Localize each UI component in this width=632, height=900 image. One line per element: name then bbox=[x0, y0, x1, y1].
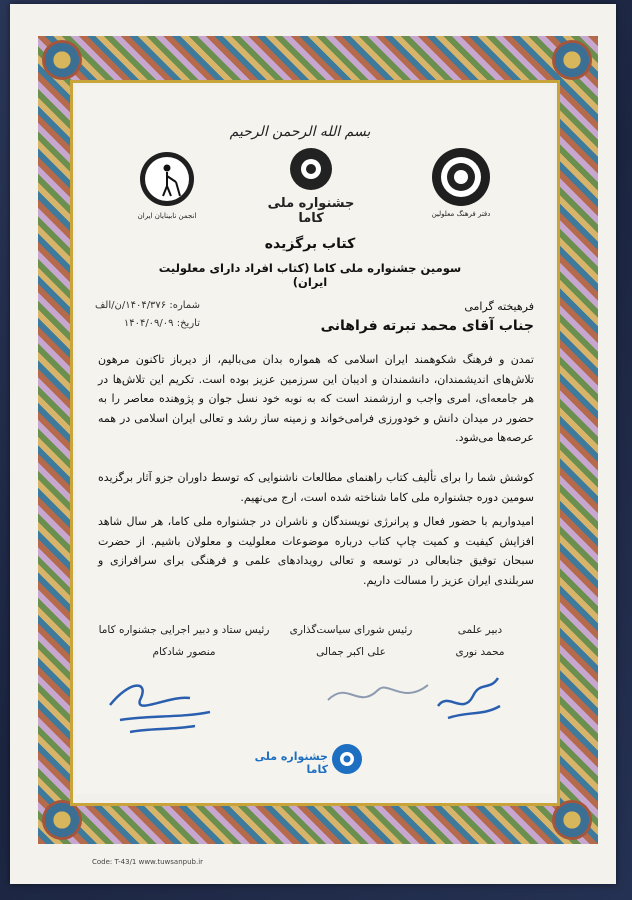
right-logo-caption: دفتر فرهنگ معلولین bbox=[431, 210, 491, 218]
signature-2 bbox=[318, 670, 438, 720]
signatory-title-2: رئیس شورای سیاست‌گذاری bbox=[289, 624, 413, 636]
footer-code: Code: T-43/1 www.tuwsanpub.ir bbox=[92, 858, 204, 866]
corner-ornament bbox=[552, 40, 592, 80]
signatory-title-1: رئیس ستاد و دبیر اجرایی جشنواره کاما bbox=[98, 624, 270, 636]
culture-office-logo bbox=[432, 148, 490, 206]
bismillah: بسم الله الرحمن الرحیم bbox=[229, 124, 371, 140]
signatory-title-3: دبیر علمی bbox=[457, 624, 503, 636]
signatory-name-2: علی اکبر جمالی bbox=[316, 646, 386, 658]
kama-drop-icon bbox=[332, 744, 362, 774]
signatory-name-1: منصور شادکام bbox=[152, 646, 216, 658]
signature-3 bbox=[428, 666, 508, 726]
blind-association-logo bbox=[140, 152, 194, 206]
recipient-name: جناب آقای محمد تبرته فراهانی bbox=[320, 318, 534, 334]
kama-drop-icon bbox=[290, 148, 332, 190]
center-logo-caption: جشنواره ملی کاما bbox=[267, 196, 355, 226]
salutation: فرهیخته گرامی bbox=[464, 300, 534, 313]
certificate-subtitle: سومین جشنواره ملی کاما (کتاب افراد دارای معلولیت ایران) bbox=[158, 261, 462, 289]
footer-kama-logo bbox=[332, 744, 362, 774]
footer-logo-text: جشنواره ملی کاما bbox=[254, 750, 328, 776]
corner-ornament bbox=[42, 40, 82, 80]
corner-ornament bbox=[552, 800, 592, 840]
signature-1 bbox=[100, 660, 220, 740]
emblem-icon bbox=[432, 148, 490, 206]
paragraph-recognition: کوشش شما را برای تألیف کتاب راهنمای مطالعات ناشنوایی که توسط داوران جزو آثار برگزیده سومین دوره جشنواره ملی کاما شناخته شده است، ارج می‌نهیم. bbox=[98, 471, 534, 504]
left-logo-caption: انجمن نابینایان ایران bbox=[137, 212, 197, 220]
paragraph-intro: تمدن و فرهنگ شکوهمند ایران اسلامی که همواره بدان می‌بالیم، از دیرباز تاکنون مرهون تلاش‌های اندیشمندان، دانشمندان و ادیبان این سرزمین عزیز بوده است. تکریم این تلاش‌ها در هر جامعه‌ای، امری واجب و ارزشمند است که به نوبه خود نسل جوان و پژوهنده معاصر را به حضور در میدان دانش و خودورزی فرامی‌خواند و زمینه ساز رشد و تعالی ایران اسلامی در همه عرصه‌ها می‌شود. bbox=[98, 353, 534, 444]
walking-cane-icon bbox=[140, 152, 194, 206]
certificate-title: کتاب برگزیده bbox=[264, 236, 356, 252]
certificate-number: شماره: ۱۴۰۴/۳۷۶/ن/الف bbox=[94, 300, 200, 311]
paragraph-wishes: امیدواریم با حضور فعال و پرانرژی نویسندگان و ناشران در جشنواره ملی کاما، هر سال شاهد افزایش کیفیت و کمیت چاپ کتاب درباره موضوعات معلولیت و معلولان باشیم. از حضرت سبحان توفیق جنابعالی در توسعه و تعالی رویدادهای علمی و فرهنگی برای سرافرازی و سربلندی ایران عزیز را مسالت داریم. bbox=[98, 515, 534, 587]
corner-ornament bbox=[42, 800, 82, 840]
certificate-date: تاریخ: ۱۴۰۴/۰۹/۰۹ bbox=[123, 318, 200, 329]
kama-logo bbox=[290, 148, 332, 190]
signatory-name-3: محمد نوری bbox=[455, 646, 505, 658]
